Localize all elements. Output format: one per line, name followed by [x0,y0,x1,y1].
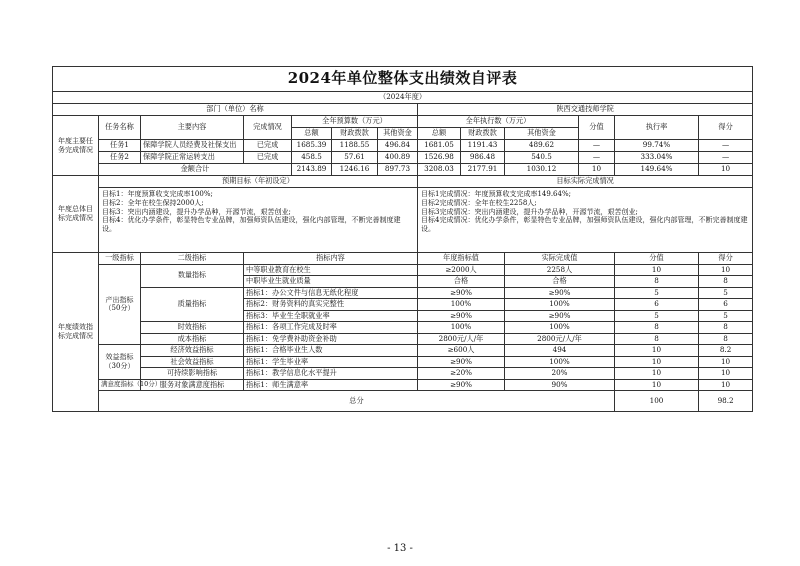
th-ind-content: 指标内容 [244,253,418,265]
expected-goal-header: 预期目标（年初设定） [99,176,418,188]
th-status: 完成情况 [244,116,292,140]
year-label: （2024年度） [53,92,753,104]
expected-goal-item: 目标1：年度预算收支完成率100%; [102,190,213,198]
sum-exec-other: 1030.12 [505,164,579,176]
indicator-row [53,379,753,391]
sum-exec-fiscal: 2177.91 [461,164,505,176]
th-ind-score: 分值 [615,253,699,265]
sum-label: 金额合计 [99,164,292,176]
indicator-score: 10 [615,345,699,357]
th-exec-total: 总额 [418,128,461,140]
th-budget-fiscal: 财政拨款 [332,128,378,140]
actual-goals [418,188,753,253]
th-budget-other: 其他资金 [378,128,418,140]
indicator-actual: 20% [505,368,615,380]
quantity-indicator-label: 数量指标 [141,264,244,287]
task-exec-fiscal: 1191.43 [461,140,505,152]
indicator-content: 指标1：学生毕业率 [244,356,418,368]
th-exec-group: 全年执行数（万元） [418,116,579,128]
task-budget-other: 400.89 [378,152,418,164]
indicator-score: 8 [615,333,699,345]
indicator-content: 指标2：财务资料的真实完整性 [244,299,418,311]
indicator-content: 指标1：各项工作完成及时率 [244,322,418,334]
actual-goal-item: 目标4完成情况：优化办学条件，彰显特色专业品牌，加强师资队伍建设，强化内部管理，不断完善制度建设。 [421,216,748,233]
th-budget-group: 全年预算数（万元） [292,116,418,128]
total-points: 98.2 [699,391,753,412]
actual-goal-header: 目标实际完成情况 [418,176,753,188]
th-exec-rate: 执行率 [615,116,699,140]
indicator-score: 5 [615,310,699,322]
task-row [53,152,753,164]
task-status: 已完成 [244,140,292,152]
sustain-indicator-label: 可持续影响指标 [141,368,244,380]
expected-goal-item: 目标4：优化办学条件，彰显特色专业品牌，加强师资队伍建设，强化内部管理，不断完善制度建设。 [102,216,401,233]
indicator-content: 指标1：教学信息化水平提升 [244,368,418,380]
indicator-target: ≥2000人 [418,264,505,276]
task-budget-other: 496.84 [378,140,418,152]
task-exec-total: 1681.05 [418,140,461,152]
indicator-actual: ≥90% [505,310,615,322]
performance-table [52,66,753,412]
benefit-indicator-label: 效益指标（30分） [99,345,141,380]
th-content: 主要内容 [141,116,244,140]
task-exec-total: 1526.98 [418,152,461,164]
indicator-score: 8 [615,276,699,288]
service-indicator-label: 服务对象满意度指标 [141,379,244,391]
indicator-target: 合格 [418,276,505,288]
timeliness-indicator-label: 时效指标 [141,322,244,334]
task-budget-fiscal: 57.61 [332,152,378,164]
sum-budget-other: 897.73 [378,164,418,176]
indicator-actual: 100% [505,322,615,334]
page-number: - 13 - [387,543,413,554]
indicator-content: 指标1：免学费补助资金补助 [244,333,418,345]
task-exec-other: 489.62 [505,140,579,152]
indicator-score: 10 [615,368,699,380]
indicator-row [53,287,753,299]
indicator-content: 指标1：合格毕业生人数 [244,345,418,357]
indicator-row [53,356,753,368]
actual-goal-item: 目标3完成情况：突出内涵建设，提升办学品种，开源节流，艰苦创业; [421,207,638,216]
task-budget-total: 1685.39 [292,140,332,152]
sum-budget-fiscal: 1246.16 [332,164,378,176]
indicator-row [53,345,753,357]
indicator-actual: 494 [505,345,615,357]
task-budget-total: 458.5 [292,152,332,164]
indicator-points: 10 [699,379,753,391]
task-row [53,140,753,152]
page-title: 2024年单位整体支出绩效自评表 [53,67,753,92]
indicator-content: 指标1：办公文件与信息无纸化程度 [244,287,418,299]
task-content: 保障学院正常运转支出 [141,152,244,164]
total-label: 总分 [99,391,615,412]
indicator-target: 100% [418,299,505,311]
indicator-actual: 100% [505,299,615,311]
indicator-target: ≥90% [418,379,505,391]
expected-goals [99,188,418,253]
task-name: 任务1 [99,140,141,152]
dept-label: 部门（单位）名称 [53,104,418,116]
th-points: 得分 [699,116,753,140]
task-content: 保障学院人员经费及社保支出 [141,140,244,152]
indicator-target: ≥90% [418,287,505,299]
indicator-actual: 2258人 [505,264,615,276]
section-task-label: 年度主要任务完成情况 [53,116,99,176]
indicator-score: 5 [615,287,699,299]
indicator-actual: 2800元/人/年 [505,333,615,345]
indicator-row [53,333,753,345]
task-exec-fiscal: 986.48 [461,152,505,164]
indicator-target: ≥90% [418,356,505,368]
satisfaction-indicator-label: 满意度指标（10分） [99,379,141,391]
task-exec-other: 540.5 [505,152,579,164]
th-task-name: 任务名称 [99,116,141,140]
indicator-points: 10 [699,368,753,380]
sum-row [53,164,753,176]
indicator-actual: 100% [505,356,615,368]
indicator-points: 8 [699,333,753,345]
indicator-points: 8.2 [699,345,753,357]
indicator-target: ≥600人 [418,345,505,357]
indicator-content: 指标3：毕业生全职就业率 [244,310,418,322]
indicator-score: 8 [615,322,699,334]
indicator-points: 8 [699,276,753,288]
task-score: — [579,152,615,164]
task-budget-fiscal: 1188.55 [332,140,378,152]
th-score: 分值 [579,116,615,140]
indicator-row [53,322,753,334]
indicator-score: 10 [615,264,699,276]
sum-score: 10 [579,164,615,176]
expected-goal-item: 目标3：突出内涵建设，提升办学品种，开源节流，艰苦创业; [102,207,291,216]
indicator-score: 6 [615,299,699,311]
indicator-points: 10 [699,264,753,276]
th-exec-other: 其他资金 [505,128,579,140]
econ-indicator-label: 经济效益指标 [141,345,244,357]
actual-goal-item: 目标1完成情况：年度预算收支完成率149.64%; [421,190,571,198]
th-ind-actual: 实际完成值 [505,253,615,265]
indicator-target: 2800元/人/年 [418,333,505,345]
social-indicator-label: 社会效益指标 [141,356,244,368]
indicator-target: ≥20% [418,368,505,380]
task-score: — [579,140,615,152]
section-indicator-label: 年度绩效指标完成情况 [53,253,99,412]
indicator-target: 100% [418,322,505,334]
total-row [53,391,753,412]
task-rate: 333.04% [615,152,699,164]
quality-indicator-label: 质量指标 [141,287,244,322]
th-ind-points: 得分 [699,253,753,265]
task-status: 已完成 [244,152,292,164]
task-rate: 99.74% [615,140,699,152]
output-indicator-label: 产出指标（50分） [99,264,141,345]
th-l1: 一级指标 [99,253,141,265]
task-name: 任务2 [99,152,141,164]
dept-name: 陕西交通技师学院 [418,104,753,116]
indicator-points: 5 [699,310,753,322]
th-ind-target: 年度指标值 [418,253,505,265]
indicator-row [53,264,753,276]
indicator-content: 中职毕业生就业质量 [244,276,418,288]
indicator-actual: 90% [505,379,615,391]
indicator-actual: ≥90% [505,287,615,299]
sum-rate: 149.64% [615,164,699,176]
sum-points: 10 [699,164,753,176]
th-l2: 二级指标 [141,253,244,265]
indicator-points: 10 [699,356,753,368]
indicator-score: 10 [615,356,699,368]
performance-table-sheet [52,66,752,412]
indicator-actual: 合格 [505,276,615,288]
sum-budget-total: 2143.89 [292,164,332,176]
th-budget-total: 总额 [292,128,332,140]
indicator-target: ≥90% [418,310,505,322]
th-exec-fiscal: 财政拨款 [461,128,505,140]
indicator-points: 5 [699,287,753,299]
indicator-content: 中等职业教育在校生 [244,264,418,276]
indicator-points: 6 [699,299,753,311]
indicator-score: 10 [615,379,699,391]
indicator-content: 指标1：师生满意率 [244,379,418,391]
indicator-row [53,368,753,380]
sum-exec-total: 3208.03 [418,164,461,176]
total-score: 100 [615,391,699,412]
cost-indicator-label: 成本指标 [141,333,244,345]
indicator-points: 8 [699,322,753,334]
task-points: — [699,140,753,152]
task-points: — [699,152,753,164]
section-goal-label: 年度总体目标完成情况 [53,176,99,253]
actual-goal-item: 目标2完成情况：全年在校生2258人; [421,198,537,207]
expected-goal-item: 目标2：全年在校生保持2000人; [102,198,204,207]
